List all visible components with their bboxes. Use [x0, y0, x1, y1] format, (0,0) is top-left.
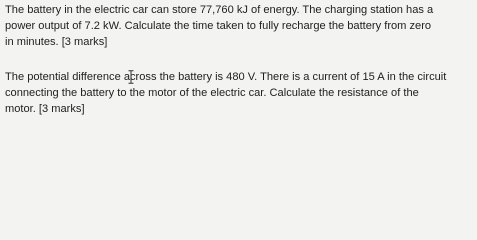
question-2: [5, 70, 477, 117]
text-cursor-icon: [128, 70, 134, 84]
question-2-line-1: The potential difference across the battery is 480 V. There is a current of 15 A in the circuit: [5, 71, 447, 84]
question-1-line-2: power output of 7.2 kW. Calculate the time taken to fully recharge the battery from zero: [5, 19, 432, 32]
question-1-line-3: in minutes. [3 marks]: [5, 35, 108, 48]
question-1-line-1: The battery in the electric car can store 77,760 kJ of energy. The charging station has a: [5, 4, 434, 16]
question-2-line-2: connecting the battery to the motor of the electric car. Calculate the resistance of the: [5, 87, 419, 100]
question-2-line-3: motor. [3 marks]: [5, 102, 85, 115]
question-1: [5, 3, 477, 50]
